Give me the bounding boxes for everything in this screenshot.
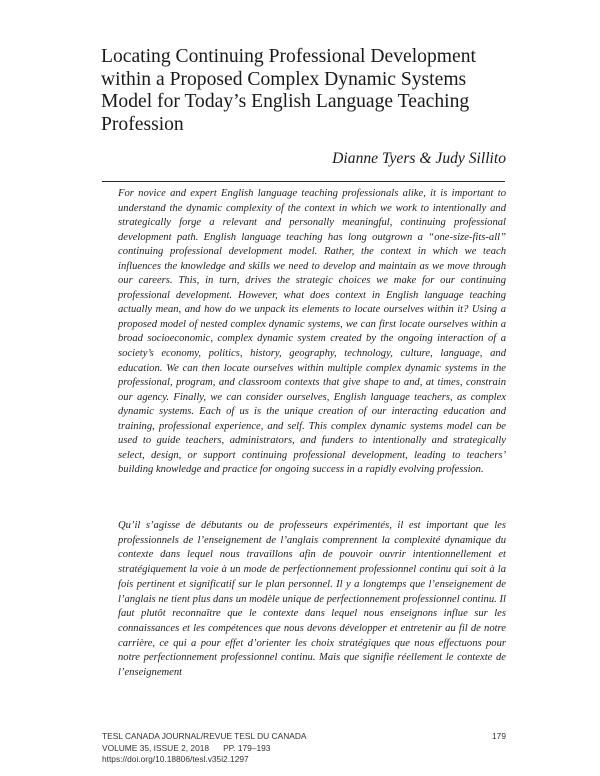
title-divider xyxy=(102,181,505,182)
abstract-english: For novice and expert English language teaching professionals alike, it is important to understand the dynamic complexity of the context in which we work to intentionally and strategically forge a relevant and personally meaningful, continuing professional development path. English language teaching has long outgrown a “one-size-fits-all” continuing professional development model. Rather, the context in which we teach influences the knowledge and skills we need to develop and maintain as we move through our careers. This, in turn, drives the strategic choices we make for our continuing professional development. However, what does context in English language teaching actually mean, and how do we unpack its elements to locate ourselves within it? Using a proposed model of nested complex dynamic systems, we can first locate ourselves within a broad socioeconomic, complex dynamic system created by the ongoing interaction of a society’s economy, politics, history, geography, technology, culture, language, and education. We can then locate ourselves within multiple complex dynamic systems in the professional, program, and classroom contexts that give shape to and, at times, constrain our agency. Finally, we can consider ourselves, English language teachers, as complex dynamic systems. Each of us is the unique creation of our interacting education and training, professional experience, and self. This complex dynamic systems model can be used to guide teachers, administrators, and funders to intentionally and strategically select, design, or support continuing professional development, leading to teachers’ building knowledge and practice for ongoing success in a rapidly evolving profession. xyxy=(118,188,506,476)
page-footer xyxy=(102,731,506,766)
footer-journal-row xyxy=(102,731,506,743)
footer-volume-issue: VOLUME 35, ISSUE 2, 2018 xyxy=(102,742,210,753)
footer-doi-link[interactable]: https://doi.org/10.18806/tesl.v35i2.1297 xyxy=(102,754,249,764)
page-number: 179 xyxy=(492,731,506,741)
footer-volume-row xyxy=(102,743,506,755)
article-title: Locating Continuing Professional Development within a Proposed Complex Dynamic Systems Model for Today’s English Language Teaching Profession xyxy=(101,46,476,135)
footer-pages: PP. 179–193 xyxy=(223,742,271,753)
article-authors: Dianne Tyers & Judy Sillito xyxy=(332,150,506,167)
abstract-french: Qu’il s’agisse de débutants ou de professeurs expérimentés, il est important que les professionnels de l’enseignement de l’anglais comprennent la complexité dynamique du contexte dans lequel nous travaillons afin de pouvoir ouvrir intentionnellement et stratégiquement la voie à un mode de perfectionnement professionnel continu qui soit à la fois pertinent et significatif sur le plan personnel. Il y a longtemps que l’enseignement de l’anglais ne tient plus dans un modèle unique de perfectionnement professionnel continu. Il faut plutôt reconnaître que le contexte dans lequel nous enseignons influe sur les connaissances et les compétences que nous devons développer et entretenir au fil de notre carrière, ce qui a pour effet d’orienter les choix stratégiques que nous effectuons pour notre perfectionnement professionnel continu. Mais que signifie réellement le contexte de l’enseignement xyxy=(118,520,506,679)
footer-journal-name: TESL CANADA JOURNAL/REVUE TESL DU CANADA xyxy=(102,731,307,741)
footer-spacer xyxy=(209,743,223,755)
footer-doi-row xyxy=(102,754,506,766)
